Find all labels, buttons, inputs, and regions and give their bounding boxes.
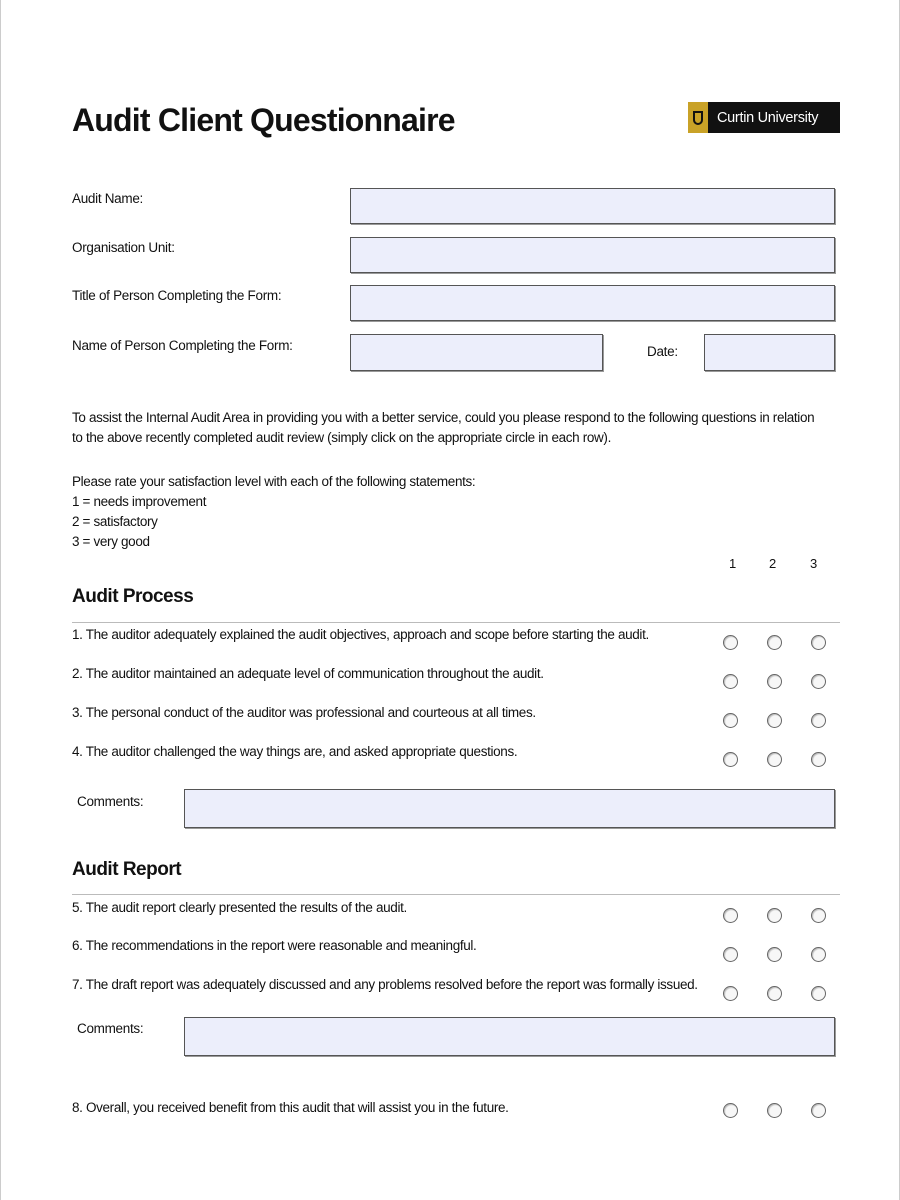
question-3: 3. The personal conduct of the auditor was professional and courteous at all times.	[72, 705, 536, 720]
q8-radio-2[interactable]	[767, 1103, 782, 1118]
rating-3: 3 = very good	[72, 534, 150, 549]
audit-name-field[interactable]	[350, 188, 835, 224]
name-person-field[interactable]	[350, 334, 603, 371]
rating-prompt: Please rate your satisfaction level with each of the following statements:	[72, 474, 476, 489]
q6-radio-2[interactable]	[767, 947, 782, 962]
section-rule	[72, 894, 840, 895]
org-unit-field[interactable]	[350, 237, 835, 273]
rating-2: 2 = satisfactory	[72, 514, 158, 529]
q6-radio-1[interactable]	[723, 947, 738, 962]
q3-radio-2[interactable]	[767, 713, 782, 728]
question-5: 5. The audit report clearly presented the results of the audit.	[72, 900, 407, 915]
audit-name-label: Audit Name:	[72, 191, 143, 206]
scale-header-2: 2	[769, 556, 777, 571]
title-person-label: Title of Person Completing the Form:	[72, 288, 282, 303]
crest-icon	[688, 102, 708, 133]
intro-line-2: to the above recently completed audit review (simply click on the appropriate circle in each row).	[72, 430, 611, 445]
section-rule	[72, 622, 840, 623]
question-1: 1. The auditor adequately explained the audit objectives, approach and scope before starting the audit.	[72, 627, 649, 642]
q7-radio-2[interactable]	[767, 986, 782, 1001]
date-label: Date:	[647, 344, 678, 359]
org-unit-label: Organisation Unit:	[72, 240, 175, 255]
intro-line-1: To assist the Internal Audit Area in providing you with a better service, could you please respond to the following questions in relation	[72, 410, 815, 425]
q1-radio-1[interactable]	[723, 635, 738, 650]
comments-field-process[interactable]	[184, 789, 835, 828]
curtin-logo	[688, 102, 840, 133]
q5-radio-1[interactable]	[723, 908, 738, 923]
page-edge-left	[0, 0, 1, 1200]
q4-radio-3[interactable]	[811, 752, 826, 767]
q7-radio-3[interactable]	[811, 986, 826, 1001]
section-audit-process: Audit Process	[72, 586, 194, 607]
question-2: 2. The auditor maintained an adequate level of communication throughout the audit.	[72, 666, 544, 681]
q6-radio-3[interactable]	[811, 947, 826, 962]
q1-radio-2[interactable]	[767, 635, 782, 650]
name-person-label: Name of Person Completing the Form:	[72, 338, 293, 353]
q5-radio-3[interactable]	[811, 908, 826, 923]
q7-radio-1[interactable]	[723, 986, 738, 1001]
comments-field-report[interactable]	[184, 1017, 835, 1056]
form-title: Audit Client Questionnaire	[72, 102, 455, 138]
q3-radio-1[interactable]	[723, 713, 738, 728]
q2-radio-1[interactable]	[723, 674, 738, 689]
scale-header-1: 1	[729, 556, 737, 571]
question-7: 7. The draft report was adequately discussed and any problems resolved before the report was formally issued.	[72, 977, 698, 992]
q5-radio-2[interactable]	[767, 908, 782, 923]
question-4: 4. The auditor challenged the way things are, and asked appropriate questions.	[72, 744, 518, 759]
comments-label-process: Comments:	[77, 794, 144, 809]
q2-radio-3[interactable]	[811, 674, 826, 689]
comments-label-report: Comments:	[77, 1021, 144, 1036]
q8-radio-1[interactable]	[723, 1103, 738, 1118]
q3-radio-3[interactable]	[811, 713, 826, 728]
q2-radio-2[interactable]	[767, 674, 782, 689]
question-6: 6. The recommendations in the report were reasonable and meaningful.	[72, 938, 477, 953]
q1-radio-3[interactable]	[811, 635, 826, 650]
logo-text: Curtin University	[717, 109, 819, 126]
q8-radio-3[interactable]	[811, 1103, 826, 1118]
rating-1: 1 = needs improvement	[72, 494, 207, 509]
title-person-field[interactable]	[350, 285, 835, 321]
scale-header-3: 3	[810, 556, 818, 571]
section-audit-report: Audit Report	[72, 859, 182, 880]
q4-radio-1[interactable]	[723, 752, 738, 767]
date-field[interactable]	[704, 334, 835, 371]
q4-radio-2[interactable]	[767, 752, 782, 767]
question-8: 8. Overall, you received benefit from this audit that will assist you in the future.	[72, 1100, 509, 1115]
